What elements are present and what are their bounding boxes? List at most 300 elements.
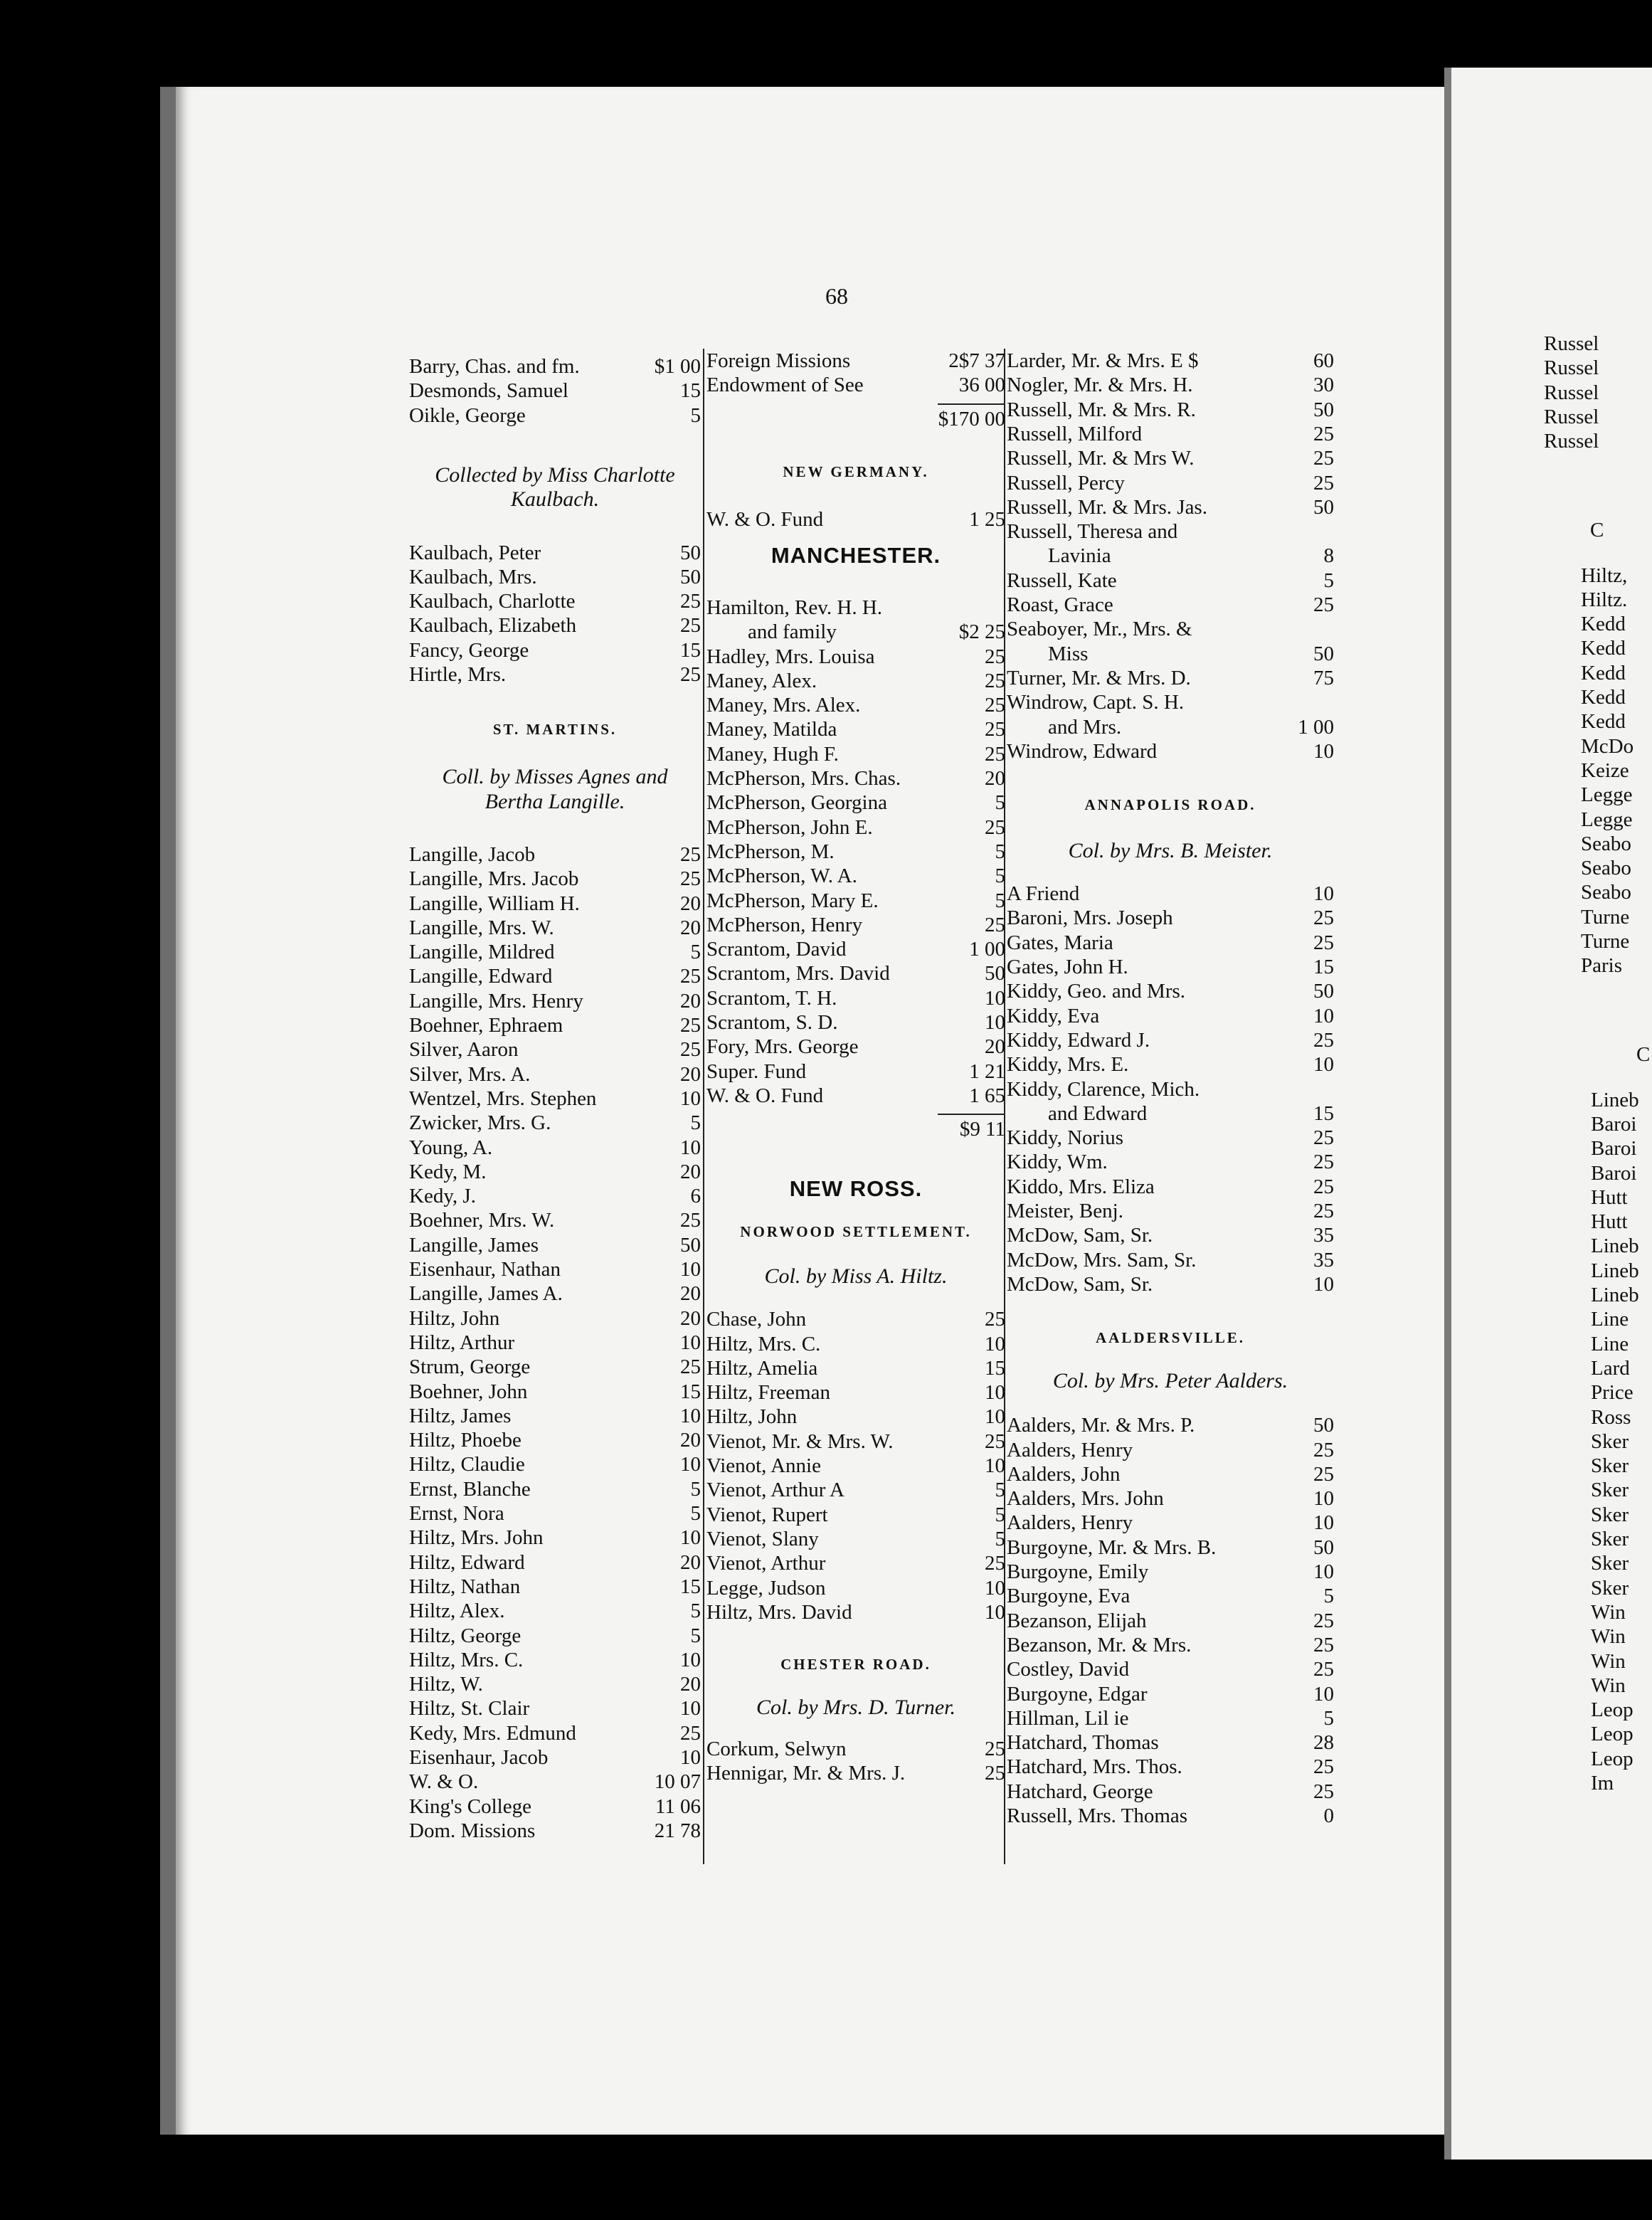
right-page-fragment: Keize	[1581, 758, 1629, 782]
entry-amount: 60	[1313, 349, 1334, 372]
entry-amount: 11 06	[655, 1794, 701, 1818]
section-heading-large: MANCHESTER.	[771, 542, 941, 568]
entry-name: McPherson, John E.	[706, 815, 873, 839]
right-page-fragment: Turne	[1581, 930, 1630, 953]
entry-amount: 5	[1323, 1706, 1334, 1730]
entry-name: Langille, Mrs. Henry	[409, 989, 583, 1013]
entry-name: Hiltz, George	[409, 1624, 521, 1647]
entry-name: Boehner, Mrs. W.	[409, 1209, 555, 1232]
entry-name: Kiddy, Mrs. E.	[1007, 1053, 1129, 1077]
section-heading: ST. MARTINS.	[492, 721, 618, 739]
entry-amount: 10	[680, 1697, 701, 1720]
entry-name: Corkum, Selwyn	[706, 1738, 847, 1761]
entry-amount: 5	[690, 1624, 701, 1647]
entry-name: McDow, Sam, Sr.	[1007, 1272, 1153, 1296]
collector-line: Collected by Miss Charlotte	[435, 462, 675, 487]
entry-amount: 5	[690, 403, 701, 427]
entry-name: Russell, Mr. & Mrs W.	[1007, 447, 1195, 470]
right-page-fragment: Win	[1591, 1649, 1626, 1673]
entry-name: Hiltz, Mrs. David	[706, 1600, 852, 1624]
entry-amount: 50	[680, 541, 701, 564]
entry-name: Maney, Alex.	[706, 669, 817, 692]
entry-amount: 25	[680, 1014, 701, 1037]
entry-name: McPherson, Mrs. Chas.	[706, 767, 901, 790]
entry-amount: 21 78	[654, 1819, 701, 1842]
entry-name: Hiltz, Claudie	[409, 1453, 525, 1476]
right-page-fragment: Lineb	[1591, 1259, 1639, 1282]
entry-name: Wentzel, Mrs. Stephen	[409, 1087, 597, 1110]
entry-amount: 35	[1313, 1248, 1334, 1272]
entry-name: Burgoyne, Mr. & Mrs. B.	[1007, 1536, 1217, 1559]
section-heading: CHESTER ROAD.	[780, 1656, 931, 1674]
entry-name: Legge, Judson	[706, 1576, 826, 1600]
entry-amount: 10	[1313, 1053, 1334, 1077]
entry-name: Kedy, M.	[409, 1160, 487, 1183]
entry-name: and Edward	[1048, 1101, 1148, 1125]
entry-name: Langille, James A.	[409, 1282, 563, 1306]
entry-amount: 50	[1313, 980, 1334, 1003]
entry-amount: 10	[1313, 1272, 1334, 1296]
entry-amount: 25	[680, 965, 701, 988]
entry-amount: 10	[680, 1648, 701, 1671]
right-page-fragment: Baroi	[1591, 1112, 1637, 1136]
entry-amount: 25	[680, 867, 701, 891]
entry-name: and family	[748, 620, 837, 644]
entry-amount: 10	[680, 1258, 701, 1281]
entry-amount: 5	[995, 1479, 1005, 1502]
right-page-fragment: Leop	[1591, 1723, 1634, 1746]
entry-name: Silver, Mrs. A.	[409, 1062, 531, 1086]
entry-amount: 25	[985, 913, 1005, 936]
entry-name: Windrow, Capt. S. H.	[1007, 691, 1185, 714]
entry-amount: 35	[1313, 1224, 1334, 1247]
entry-amount: 5	[690, 1600, 701, 1623]
entry-name: Russell, Percy	[1007, 471, 1125, 495]
entry-name: Hiltz, Mrs. C.	[409, 1648, 524, 1671]
entry-amount: 15	[1313, 1101, 1334, 1125]
entry-name: Langille, Mrs. Jacob	[409, 867, 579, 891]
entry-amount: 6	[690, 1185, 701, 1208]
entry-amount: 10	[985, 1454, 1005, 1477]
entry-name: Seaboyer, Mr., Mrs. &	[1007, 618, 1192, 641]
entry-amount: 5	[1323, 569, 1334, 592]
right-page-fragment: Paris	[1581, 954, 1622, 978]
entry-amount: 50	[680, 565, 701, 588]
right-page-fragment: Line	[1591, 1308, 1629, 1331]
right-page-fragment: Leop	[1591, 1698, 1634, 1722]
entry-name: Maney, Mrs. Alex.	[706, 694, 861, 717]
entry-name: Gates, Maria	[1007, 931, 1113, 954]
entry-amount: 5	[995, 865, 1005, 888]
entry-name: Kiddo, Mrs. Eliza	[1007, 1175, 1155, 1198]
entry-name: Hiltz, Arthur	[409, 1331, 515, 1354]
entry-name: Maney, Matilda	[706, 718, 837, 741]
entry-amount: 25	[1313, 447, 1334, 470]
entry-amount: 20	[680, 1282, 701, 1306]
entry-amount: 25	[1313, 1438, 1334, 1462]
right-page-fragment: Russel	[1544, 332, 1599, 355]
entry-amount: 25	[680, 663, 701, 686]
entry-amount: 15	[985, 1356, 1005, 1380]
entry-name: Miss	[1048, 642, 1089, 665]
entry-name: Burgoyne, Eva	[1007, 1585, 1131, 1608]
entry-amount: 5	[995, 840, 1005, 863]
entry-name: Eisenhaur, Nathan	[409, 1258, 561, 1281]
entry-name: McDow, Sam, Sr.	[1007, 1224, 1153, 1247]
entry-name: Russell, Kate	[1007, 569, 1117, 592]
entry-amount: 10	[680, 1453, 701, 1476]
entry-amount: 25	[1313, 1658, 1334, 1681]
entry-name: Boehner, John	[409, 1380, 528, 1403]
entry-name: McPherson, M.	[706, 840, 835, 863]
entry-amount: 50	[1313, 398, 1334, 421]
entry-name: McPherson, Henry	[706, 913, 863, 936]
entry-amount: 25	[1313, 1151, 1334, 1174]
right-page-fragment: Win	[1591, 1600, 1626, 1624]
entry-name: Langille, Mrs. W.	[409, 916, 554, 939]
entry-amount: 10	[985, 1381, 1005, 1405]
entry-name: McDow, Mrs. Sam, Sr.	[1007, 1248, 1197, 1272]
right-page-fragment: Lard	[1591, 1356, 1630, 1380]
entry-name: Kedy, J.	[409, 1185, 476, 1208]
entry-amount: 25	[985, 1738, 1005, 1761]
entry-name: Roast, Grace	[1007, 593, 1113, 616]
entry-name: Kedy, Mrs. Edmund	[409, 1721, 576, 1745]
right-page-fragment: Russel	[1544, 405, 1599, 428]
entry-amount: 20	[680, 1550, 701, 1574]
right-page-fragment: Legge	[1581, 783, 1633, 807]
entry-name: A Friend	[1007, 882, 1080, 906]
entry-name: Kaulbach, Mrs.	[409, 565, 537, 588]
right-page-fragment: Lineb	[1591, 1284, 1639, 1306]
entry-amount: 50	[680, 1233, 701, 1257]
entry-name: King's College	[409, 1794, 531, 1818]
entry-amount: 25	[1313, 1780, 1334, 1803]
entry-amount: 25	[680, 1355, 701, 1379]
entry-name: Hiltz, St. Clair	[409, 1697, 530, 1720]
entry-name: Vienot, Arthur A	[706, 1479, 844, 1502]
entry-name: Hatchard, Thomas	[1007, 1731, 1159, 1755]
right-page-fragment: Im	[1591, 1772, 1614, 1794]
entry-name: and Mrs.	[1048, 715, 1122, 739]
entry-amount: 5	[690, 1502, 701, 1525]
entry-amount: 25	[1313, 1175, 1334, 1198]
right-page-fragment: Kedd	[1581, 613, 1626, 636]
right-page-fragment: Win	[1591, 1625, 1626, 1649]
entry-name: Fory, Mrs. George	[706, 1035, 859, 1059]
entry-name: Langille, Jacob	[409, 842, 536, 866]
entry-name: Hiltz, Freeman	[706, 1381, 830, 1405]
entry-amount: 10	[985, 1332, 1005, 1355]
entry-amount: 25	[680, 1721, 701, 1745]
entry-name: Aalders, Mrs. John	[1007, 1487, 1164, 1511]
entry-amount: 10	[985, 1405, 1005, 1429]
entry-name: Kaulbach, Peter	[409, 541, 541, 564]
entry-amount: 50	[1313, 1536, 1334, 1559]
collector-line: Kaulbach.	[510, 487, 600, 512]
entry-amount: 25	[1313, 593, 1334, 616]
entry-name: Scrantom, S. D.	[706, 1011, 838, 1034]
entry-name: Vienot, Annie	[706, 1454, 821, 1477]
entry-amount: 50	[1313, 642, 1334, 665]
entry-name: Vienot, Arthur	[706, 1552, 826, 1575]
entry-name: Super. Fund	[706, 1059, 807, 1083]
section-heading: NORWOOD SETTLEMENT.	[740, 1223, 972, 1241]
entry-name: Scrantom, David	[706, 938, 847, 961]
entry-name: Bezanson, Mr. & Mrs.	[1007, 1633, 1192, 1656]
entry-amount: 25	[680, 590, 701, 613]
entry-amount: 25	[680, 1209, 701, 1232]
collector-line: Col. by Mrs. Peter Aalders.	[1052, 1369, 1288, 1393]
right-page-fragment: Leop	[1591, 1747, 1634, 1770]
entry-name: Vienot, Slany	[706, 1527, 819, 1550]
entry-amount: 5	[995, 1527, 1005, 1550]
right-page-fragment: C	[1636, 1042, 1651, 1066]
entry-name: Scrantom, T. H.	[706, 986, 837, 1010]
entry-amount: 20	[680, 989, 701, 1013]
entry-amount: 25	[680, 614, 701, 638]
right-page-fragment: Kedd	[1581, 661, 1626, 684]
entry-amount: 20	[680, 1306, 701, 1330]
entry-name: Maney, Hugh F.	[706, 742, 839, 766]
entry-amount: 25	[1313, 1200, 1334, 1222]
entry-name: Kiddy, Norius	[1007, 1126, 1124, 1150]
right-page-fragment: C	[1590, 518, 1604, 541]
entry-amount: 15	[680, 1380, 701, 1403]
entry-name: Hiltz, Edward	[409, 1550, 525, 1574]
entry-amount: 25	[985, 742, 1005, 766]
entry-name: Zwicker, Mrs. G.	[409, 1111, 551, 1135]
collector-line: Coll. by Misses Agnes and	[442, 765, 668, 789]
entry-name: Russell, Milford	[1007, 422, 1143, 445]
entry-name: Langille, James	[409, 1233, 539, 1257]
entry-amount: 10	[1313, 1560, 1334, 1583]
entry-name: Langille, William H.	[409, 892, 580, 915]
entry-amount: 20	[680, 1673, 701, 1696]
entry-name: Oikle, George	[409, 403, 526, 427]
right-page-fragment: Hutt	[1591, 1185, 1628, 1209]
entry-name: Windrow, Edward	[1007, 739, 1158, 763]
entry-amount: 25	[985, 815, 1005, 839]
entry-name: Chase, John	[706, 1308, 807, 1331]
entry-name: Russell, Mr. & Mrs. Jas.	[1007, 495, 1207, 519]
entry-amount: 25	[1313, 931, 1334, 954]
entry-amount: 25	[1313, 1755, 1334, 1779]
entry-name: Ernst, Nora	[409, 1502, 504, 1525]
entry-name: Turner, Mr. & Mrs. D.	[1007, 666, 1191, 689]
column-rule-1	[703, 349, 704, 1864]
entry-amount: 25	[1313, 1126, 1334, 1150]
entry-amount: 1 00	[1298, 715, 1334, 739]
entry-amount: 25	[680, 1038, 701, 1062]
entry-name: Strum, George	[409, 1355, 531, 1379]
total-rule	[938, 403, 1005, 405]
entry-name: Hiltz, Mrs. C.	[706, 1332, 821, 1355]
entry-name: W. & O.	[409, 1770, 479, 1794]
section-total: $9 11	[959, 1118, 1005, 1141]
entry-name: Kaulbach, Elizabeth	[409, 614, 577, 638]
entry-name: Scrantom, Mrs. David	[706, 962, 890, 985]
entry-name: Aalders, Henry	[1007, 1438, 1133, 1462]
right-page-fragment: Hiltz.	[1581, 588, 1628, 611]
entry-amount: 36 00	[958, 374, 1005, 397]
entry-name: Hiltz, Amelia	[706, 1356, 818, 1380]
right-page-fragment: Russel	[1544, 356, 1599, 380]
entry-name: Gates, John H.	[1007, 956, 1128, 978]
entry-name: Baroni, Mrs. Joseph	[1007, 906, 1173, 930]
entry-amount: 10	[985, 1600, 1005, 1624]
entry-amount: 1 21	[969, 1059, 1005, 1083]
right-page-fragment: Kedd	[1581, 686, 1626, 709]
entry-name: Russell, Mr. & Mrs. R.	[1007, 398, 1196, 421]
entry-name: Hiltz, W.	[409, 1673, 483, 1696]
entry-name: Hiltz, John	[409, 1306, 500, 1330]
entry-name: Boehner, Ephraem	[409, 1014, 563, 1037]
right-page-fragment: Sker	[1591, 1552, 1629, 1575]
entry-amount: 10	[680, 1404, 701, 1427]
entry-amount: 20	[680, 916, 701, 939]
entry-amount: 10	[680, 1331, 701, 1354]
entry-name: McPherson, Mary E.	[706, 889, 879, 912]
entry-name: Burgoyne, Emily	[1007, 1560, 1149, 1583]
section-heading: ANNAPOLIS ROAD.	[1084, 796, 1256, 814]
entry-amount: 5	[690, 1477, 701, 1501]
entry-amount: 10	[680, 1526, 701, 1550]
entry-amount: 25	[1313, 1462, 1334, 1486]
entry-name: Kiddy, Edward J.	[1007, 1028, 1150, 1052]
entry-name: Vienot, Rupert	[706, 1503, 828, 1526]
entry-amount: 5	[1323, 1585, 1334, 1608]
entry-name: Bezanson, Elijah	[1007, 1609, 1147, 1632]
section-heading-large: NEW ROSS.	[789, 1176, 923, 1202]
entry-name: Silver, Aaron	[409, 1038, 519, 1062]
entry-name: Meister, Benj.	[1007, 1200, 1123, 1222]
entry-name: Hiltz, Nathan	[409, 1575, 521, 1598]
entry-name: W. & O. Fund	[706, 1084, 824, 1107]
entry-name: W. & O. Fund	[706, 507, 824, 531]
entry-amount: 75	[1313, 666, 1334, 689]
entry-amount: 25	[1313, 471, 1334, 495]
entry-amount: 10 07	[654, 1770, 701, 1794]
entry-amount: 15	[680, 638, 701, 662]
entry-name: Aalders, Mr. & Mrs. P.	[1007, 1414, 1195, 1437]
total-rule	[938, 1114, 1005, 1115]
entry-name: McPherson, W. A.	[706, 865, 857, 888]
entry-name: Fancy, George	[409, 638, 529, 662]
right-page-fragment: McDo	[1581, 734, 1634, 758]
entry-name: Hadley, Mrs. Louisa	[706, 645, 875, 668]
entry-amount: 30	[1313, 374, 1334, 397]
entry-name: Hamilton, Rev. H. H.	[706, 596, 883, 619]
right-page-fragment: Sker	[1591, 1454, 1629, 1478]
entry-amount: 28	[1313, 1731, 1334, 1755]
right-page-fragment: Russel	[1544, 381, 1599, 404]
right-page-fragment: Legge	[1581, 808, 1633, 831]
page-number: 68	[825, 283, 848, 309]
right-page-fragment: Seabo	[1581, 832, 1631, 855]
entry-amount: 25	[985, 1552, 1005, 1575]
entry-name: Endowment of See	[706, 374, 864, 397]
entry-name: Vienot, Mr. & Mrs. W.	[706, 1429, 894, 1453]
entry-amount: 15	[680, 379, 701, 403]
entry-amount: 10	[1313, 1004, 1334, 1027]
entry-amount: 20	[680, 892, 701, 915]
section-heading: AALDERSVILLE.	[1096, 1329, 1245, 1347]
entry-name: Hiltz, John	[706, 1405, 798, 1429]
entry-amount: 20	[680, 1062, 701, 1086]
right-page-fragment: Sker	[1591, 1479, 1629, 1502]
entry-amount: 1 25	[969, 507, 1005, 531]
entry-amount: 50	[985, 962, 1005, 985]
entry-amount: 1 00	[969, 938, 1005, 961]
entry-name: Hirtle, Mrs.	[409, 663, 507, 686]
right-page-fragment: Kedd	[1581, 637, 1626, 660]
right-page-fragment: Lineb	[1591, 1088, 1639, 1111]
entry-name: Kiddy, Wm.	[1007, 1151, 1108, 1174]
entry-amount: 25	[1313, 1028, 1334, 1052]
entry-amount: 10	[985, 986, 1005, 1010]
entry-amount: $1 00	[654, 355, 701, 378]
entry-name: Larder, Mr. & Mrs. E $	[1007, 349, 1199, 372]
entry-amount: 5	[995, 1503, 1005, 1526]
entry-name: Hatchard, Mrs. Thos.	[1007, 1755, 1182, 1779]
entry-name: Foreign Missions	[706, 349, 851, 372]
right-page-fragment: Win	[1591, 1674, 1626, 1697]
entry-amount: 10	[1313, 739, 1334, 763]
collector-line: Col. by Mrs. B. Meister.	[1068, 839, 1273, 863]
entry-amount: 5	[995, 791, 1005, 815]
entry-amount: 25	[985, 718, 1005, 741]
right-page-fragment: Seabo	[1581, 857, 1631, 880]
collector-line: Bertha Langille.	[485, 789, 625, 813]
entry-amount: 25	[1313, 1633, 1334, 1656]
entry-amount: 10	[1313, 1682, 1334, 1706]
entry-amount: 20	[985, 767, 1005, 790]
section-heading: NEW GERMANY.	[783, 462, 929, 480]
entry-amount: 25	[985, 1308, 1005, 1331]
entry-name: Hatchard, George	[1007, 1780, 1153, 1803]
entry-name: McPherson, Georgina	[706, 791, 887, 815]
entry-name: Russell, Theresa and	[1007, 520, 1178, 544]
collector-line: Col. by Miss A. Hiltz.	[764, 1264, 948, 1289]
entry-name: Langille, Edward	[409, 965, 553, 988]
entry-amount: 15	[680, 1575, 701, 1598]
entry-name: Aalders, Henry	[1007, 1511, 1133, 1535]
entry-name: Hillman, Lil ie	[1007, 1706, 1129, 1730]
entry-name: Russell, Mrs. Thomas	[1007, 1804, 1188, 1827]
right-page-fragment: Hutt	[1591, 1210, 1628, 1234]
entry-amount: 0	[1323, 1804, 1334, 1827]
entry-amount: 25	[985, 694, 1005, 717]
entry-amount: 25	[1313, 422, 1334, 445]
entry-amount: 5	[690, 941, 701, 964]
entry-name: Costley, David	[1007, 1658, 1130, 1681]
right-page-fragment: Baroi	[1591, 1137, 1637, 1161]
entry-name: Hiltz, Alex.	[409, 1600, 505, 1623]
right-page-fragment: Hiltz,	[1581, 564, 1628, 587]
entry-amount: 25	[985, 669, 1005, 692]
entry-name: Kiddy, Eva	[1007, 1004, 1100, 1027]
entry-amount: 5	[690, 1111, 701, 1135]
entry-amount: 10	[1313, 1487, 1334, 1511]
right-page-fragment: Price	[1591, 1381, 1634, 1405]
entry-amount: 20	[985, 1035, 1005, 1059]
entry-name: Desmonds, Samuel	[409, 379, 568, 403]
right-page-fragment: Sker	[1591, 1528, 1629, 1550]
entry-name: Eisenhaur, Jacob	[409, 1746, 549, 1769]
entry-name: Kiddy, Geo. and Mrs.	[1007, 980, 1186, 1003]
right-page-fragment: Sker	[1591, 1576, 1629, 1600]
